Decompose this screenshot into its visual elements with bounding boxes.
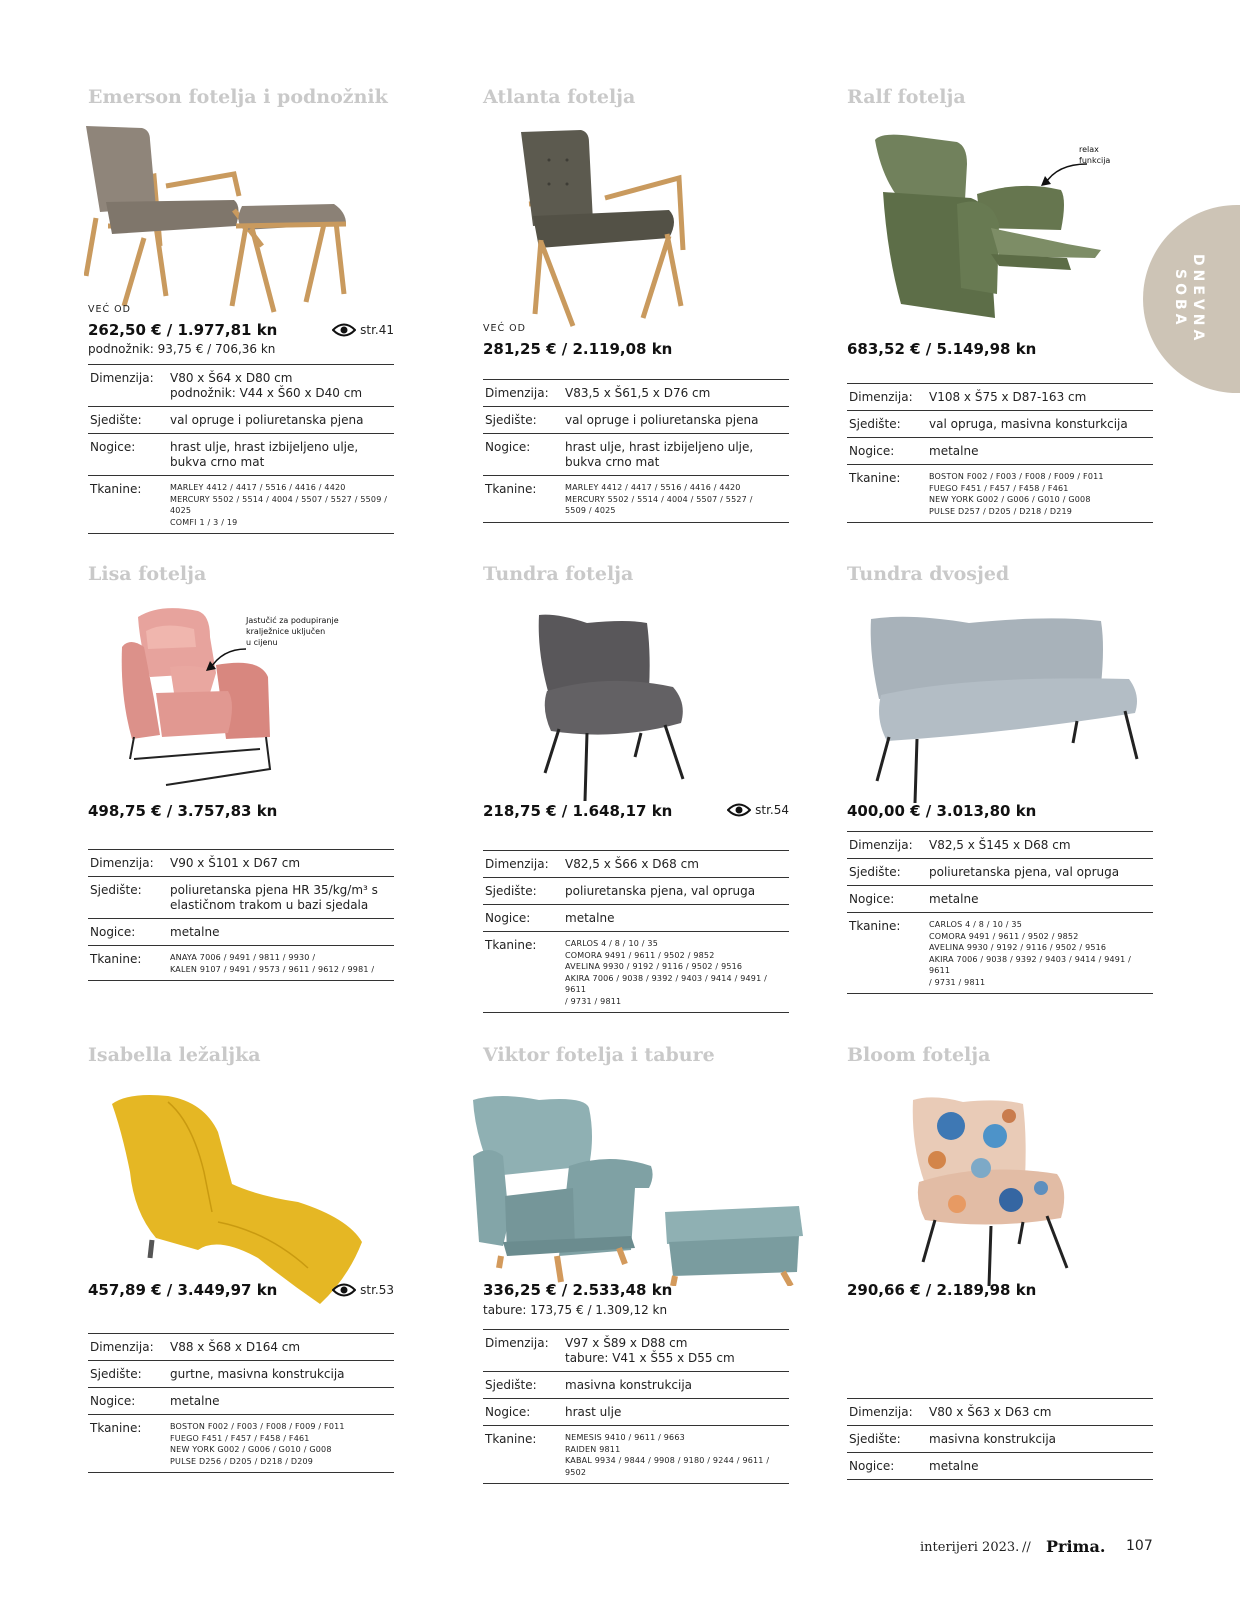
page-reference-text: str.54 <box>755 803 789 817</box>
spec-table <box>88 849 394 981</box>
footer-separator: // <box>1022 1540 1031 1555</box>
spec-value: metalne <box>929 892 979 906</box>
spec-key: Sjedište: <box>849 1432 901 1446</box>
product-tundra-loveseat <box>847 563 1153 1009</box>
price: 290,66 € / 2.189,98 kn <box>847 1281 1037 1299</box>
eye-icon <box>727 803 751 817</box>
section-tab-label-wrap <box>1160 205 1218 393</box>
spec-row-seat <box>847 1426 1153 1453</box>
spec-key: Nogice: <box>849 444 895 458</box>
spec-key: Dimenzija: <box>849 1405 913 1419</box>
spec-row-fabrics <box>483 932 789 1013</box>
spec-row-seat <box>847 859 1153 886</box>
spec-key: Nogice: <box>849 892 895 906</box>
spec-value: metalne <box>170 1394 220 1408</box>
spec-key: Dimenzija: <box>849 390 913 404</box>
product-emerson <box>88 86 394 538</box>
spec-row-legs <box>483 434 789 476</box>
spec-table <box>88 364 394 534</box>
spec-row-legs <box>88 1388 394 1415</box>
product-bloom <box>847 1044 1153 1516</box>
page-reference <box>332 323 394 337</box>
annotation-cushion: Jastučić za podupiranje kralježnice uključen u cijenu <box>246 616 339 647</box>
page-reference-text: str.53 <box>360 1283 394 1297</box>
spec-key: Dimenzija: <box>90 371 154 385</box>
spec-value: metalne <box>565 911 615 925</box>
spec-value: poliuretanska pjena, val opruga <box>565 884 756 898</box>
spec-key: Sjedište: <box>485 413 537 427</box>
spec-row-fabrics <box>483 1426 789 1484</box>
spec-key: Sjedište: <box>849 865 901 879</box>
spec-row-dimension <box>847 1399 1153 1426</box>
product-image-tundra-armchair <box>537 613 687 803</box>
spec-row-dimension <box>88 1334 394 1361</box>
spec-row-dimension <box>483 1330 789 1372</box>
spec-key: Nogice: <box>485 911 531 925</box>
from-label: VEĆ OD <box>483 323 526 334</box>
price: 457,89 € / 3.449,97 kn <box>88 1281 278 1299</box>
spec-row-seat <box>88 1361 394 1388</box>
subprice: podnožnik: 93,75 € / 706,36 kn <box>88 342 276 356</box>
price: 336,25 € / 2.533,48 kn <box>483 1281 673 1299</box>
spec-key: Tkanine: <box>90 482 142 496</box>
product-image-bloom <box>911 1096 1071 1288</box>
spec-row-fabrics <box>847 465 1153 523</box>
annotation-relax: relax funkcija <box>1079 145 1111 165</box>
spec-row-seat <box>847 411 1153 438</box>
product-image-tundra-loveseat <box>869 615 1141 805</box>
spec-value: metalne <box>929 444 979 458</box>
spec-value: metalne <box>929 1459 979 1473</box>
product-image-isabella <box>108 1092 366 1304</box>
product-title: Atlanta fotelja <box>483 86 636 108</box>
spec-value: hrast ulje, hrast izbijeljeno ulje, bukva crno mat <box>170 440 359 469</box>
spec-key: Nogice: <box>90 440 136 454</box>
product-title: Tundra dvosjed <box>847 563 1010 585</box>
annotation-arrow <box>200 647 250 673</box>
spec-value: CARLOS 4 / 8 / 10 / 35 COMORA 9491 / 9611 / 9502 / 9852 AVELINA 9930 / 9192 / 9116 / 9502 / 9516 AKIRA 7006 / 9038 / 9392 / 9403 / 9414 / 9491 / 9611 / 9731 / 9811 <box>929 920 1132 987</box>
price: 281,25 € / 2.119,08 kn <box>483 340 673 358</box>
spec-key: Tkanine: <box>849 471 901 485</box>
page-reference <box>727 803 789 817</box>
spec-row-fabrics <box>483 476 789 523</box>
product-viktor <box>483 1044 789 1516</box>
eye-icon <box>332 323 356 337</box>
product-isabella <box>88 1044 394 1516</box>
spec-value: hrast ulje <box>565 1405 622 1419</box>
spec-value: CARLOS 4 / 8 / 10 / 35 COMORA 9491 / 9611 / 9502 / 9852 AVELINA 9930 / 9192 / 9116 / 9502 / 9516 AKIRA 7006 / 9038 / 9392 / 9403 / 9414 / 9491 / 9611 / 9731 / 9811 <box>565 939 768 1006</box>
price: 683,52 € / 5.149,98 kn <box>847 340 1037 358</box>
spec-key: Tkanine: <box>90 952 142 966</box>
spec-row-legs <box>847 438 1153 465</box>
spec-table <box>483 379 789 523</box>
spec-value: val opruge i poliuretanska pjena <box>565 413 759 427</box>
spec-table <box>88 1333 394 1473</box>
annotation-arrow <box>1037 160 1089 188</box>
product-title: Viktor fotelja i tabure <box>483 1044 715 1066</box>
spec-row-fabrics <box>88 1415 394 1473</box>
spec-key: Dimenzija: <box>485 857 549 871</box>
page-number: 107 <box>1126 1538 1153 1554</box>
spec-value: ANAYA 7006 / 9491 / 9811 / 9930 / KALEN 9107 / 9491 / 9573 / 9611 / 9612 / 9981 / <box>170 953 375 974</box>
spec-row-legs <box>88 919 394 946</box>
spec-value: V83,5 x Š61,5 x D76 cm <box>565 386 711 400</box>
spec-value: masivna konstrukcija <box>565 1378 693 1392</box>
spec-value: V80 x Š64 x D80 cm podnožnik: V44 x Š60 x D40 cm <box>170 371 363 400</box>
spec-row-fabrics <box>88 946 394 981</box>
spec-value: V82,5 x Š145 x D68 cm <box>929 838 1071 852</box>
product-atlanta <box>483 86 789 538</box>
eye-icon <box>332 1283 356 1297</box>
spec-value: MARLEY 4412 / 4417 / 5516 / 4416 / 4420 MERCURY 5502 / 5514 / 4004 / 5507 / 5527 / 5509 / 4025 COMFI 1 / 3 / 19 <box>170 483 388 527</box>
price: 218,75 € / 1.648,17 kn <box>483 802 673 820</box>
spec-value: V90 x Š101 x D67 cm <box>170 856 301 870</box>
price: 262,50 € / 1.977,81 kn <box>88 321 278 339</box>
product-title: Isabella ležaljka <box>88 1044 261 1066</box>
spec-value: val opruge i poliuretanska pjena <box>170 413 364 427</box>
product-image-viktor <box>469 1096 803 1286</box>
spec-row-legs <box>483 1399 789 1426</box>
spec-key: Sjedište: <box>90 413 142 427</box>
spec-row-dimension <box>483 380 789 407</box>
spec-row-dimension <box>847 384 1153 411</box>
footer-publication: interijeri 2023. <box>920 1540 1020 1555</box>
product-title: Bloom fotelja <box>847 1044 991 1066</box>
spec-value: gurtne, masivna konstrukcija <box>170 1367 345 1381</box>
footer-brand: Prima. <box>1046 1537 1106 1556</box>
spec-row-fabrics <box>847 913 1153 994</box>
spec-key: Tkanine: <box>485 482 537 496</box>
spec-key: Sjedište: <box>90 883 142 897</box>
product-title: Tundra fotelja <box>483 563 634 585</box>
spec-value: poliuretanska pjena, val opruga <box>929 865 1120 879</box>
spec-value: V88 x Š68 x D164 cm <box>170 1340 301 1354</box>
spec-row-seat <box>483 1372 789 1399</box>
spec-row-dimension <box>88 850 394 877</box>
spec-value: V80 x Š63 x D63 cm <box>929 1405 1052 1419</box>
product-image-emerson <box>84 126 364 324</box>
spec-key: Nogice: <box>90 925 136 939</box>
spec-row-legs <box>847 1453 1153 1480</box>
spec-table <box>847 1398 1153 1480</box>
spec-key: Tkanine: <box>485 1432 537 1446</box>
spec-key: Dimenzija: <box>485 386 549 400</box>
spec-value: val opruga, masivna konsturkcija <box>929 417 1128 431</box>
spec-key: Dimenzija: <box>90 1340 154 1354</box>
spec-value: V108 x Š75 x D87-163 cm <box>929 390 1087 404</box>
product-tundra-armchair <box>483 563 789 1009</box>
spec-key: Dimenzija: <box>849 838 913 852</box>
spec-key: Dimenzija: <box>485 1336 549 1350</box>
product-ralf <box>847 86 1153 538</box>
spec-row-dimension <box>847 832 1153 859</box>
page-reference <box>332 1283 394 1297</box>
spec-row-fabrics <box>88 476 394 534</box>
spec-row-legs <box>847 886 1153 913</box>
spec-row-legs <box>88 434 394 476</box>
spec-row-seat <box>483 407 789 434</box>
spec-key: Sjedište: <box>485 1378 537 1392</box>
spec-row-legs <box>483 905 789 932</box>
spec-row-seat <box>88 407 394 434</box>
spec-key: Nogice: <box>849 1459 895 1473</box>
product-title: Emerson fotelja i podnožnik <box>88 86 388 108</box>
spec-value: hrast ulje, hrast izbijeljeno ulje, bukva crno mat <box>565 440 754 469</box>
spec-key: Sjedište: <box>849 417 901 431</box>
spec-value: poliuretanska pjena HR 35/kg/m³ s elastičnom trakom u bazi sjedala <box>170 883 378 912</box>
spec-key: Sjedište: <box>90 1367 142 1381</box>
spec-row-seat <box>88 877 394 919</box>
section-tab-label: DNEVNA SOBA <box>1172 253 1206 345</box>
spec-value: BOSTON F002 / F003 / F008 / F009 / F011 FUEGO F451 / F457 / F458 / F461 NEW YORK G002 / G006 / G010 / G008 PULSE D256 / D205 / D218 / D209 <box>170 1422 345 1466</box>
product-title: Ralf fotelja <box>847 86 966 108</box>
spec-value: BOSTON F002 / F003 / F008 / F009 / F011 FUEGO F451 / F457 / F458 / F461 NEW YORK G002 / G006 / G010 / G008 PULSE D257 / D205 / D218 / D219 <box>929 472 1104 516</box>
spec-key: Tkanine: <box>485 938 537 952</box>
spec-value: masivna konstrukcija <box>929 1432 1057 1446</box>
price: 400,00 € / 3.013,80 kn <box>847 802 1037 820</box>
spec-table <box>847 383 1153 523</box>
product-title: Lisa fotelja <box>88 563 207 585</box>
spec-value: NEMESIS 9410 / 9611 / 9663 RAIDEN 9811 KABAL 9934 / 9844 / 9908 / 9180 / 9244 / 9611 / 9502 <box>565 1433 770 1477</box>
spec-key: Nogice: <box>485 440 531 454</box>
spec-key: Sjedište: <box>485 884 537 898</box>
spec-value: metalne <box>170 925 220 939</box>
spec-value: V82,5 x Š66 x D68 cm <box>565 857 699 871</box>
product-lisa <box>88 563 394 1009</box>
page-reference-text: str.41 <box>360 323 394 337</box>
spec-key: Tkanine: <box>90 1421 142 1435</box>
spec-value: MARLEY 4412 / 4417 / 5516 / 4416 / 4420 MERCURY 5502 / 5514 / 4004 / 5507 / 5527 / 5509 / 4025 <box>565 483 753 515</box>
spec-table <box>483 1329 789 1484</box>
spec-value: V97 x Š89 x D88 cm tabure: V41 x Š55 x D55 cm <box>565 1336 735 1365</box>
product-image-atlanta <box>519 130 701 330</box>
spec-table <box>847 831 1153 994</box>
spec-table <box>483 850 789 1013</box>
price: 498,75 € / 3.757,83 kn <box>88 802 278 820</box>
from-label: VEĆ OD <box>88 304 131 315</box>
spec-key: Nogice: <box>90 1394 136 1408</box>
spec-key: Dimenzija: <box>90 856 154 870</box>
spec-row-dimension <box>88 365 394 407</box>
spec-key: Tkanine: <box>849 919 901 933</box>
spec-row-seat <box>483 878 789 905</box>
spec-row-dimension <box>483 851 789 878</box>
spec-key: Nogice: <box>485 1405 531 1419</box>
subprice: tabure: 173,75 € / 1.309,12 kn <box>483 1303 668 1317</box>
